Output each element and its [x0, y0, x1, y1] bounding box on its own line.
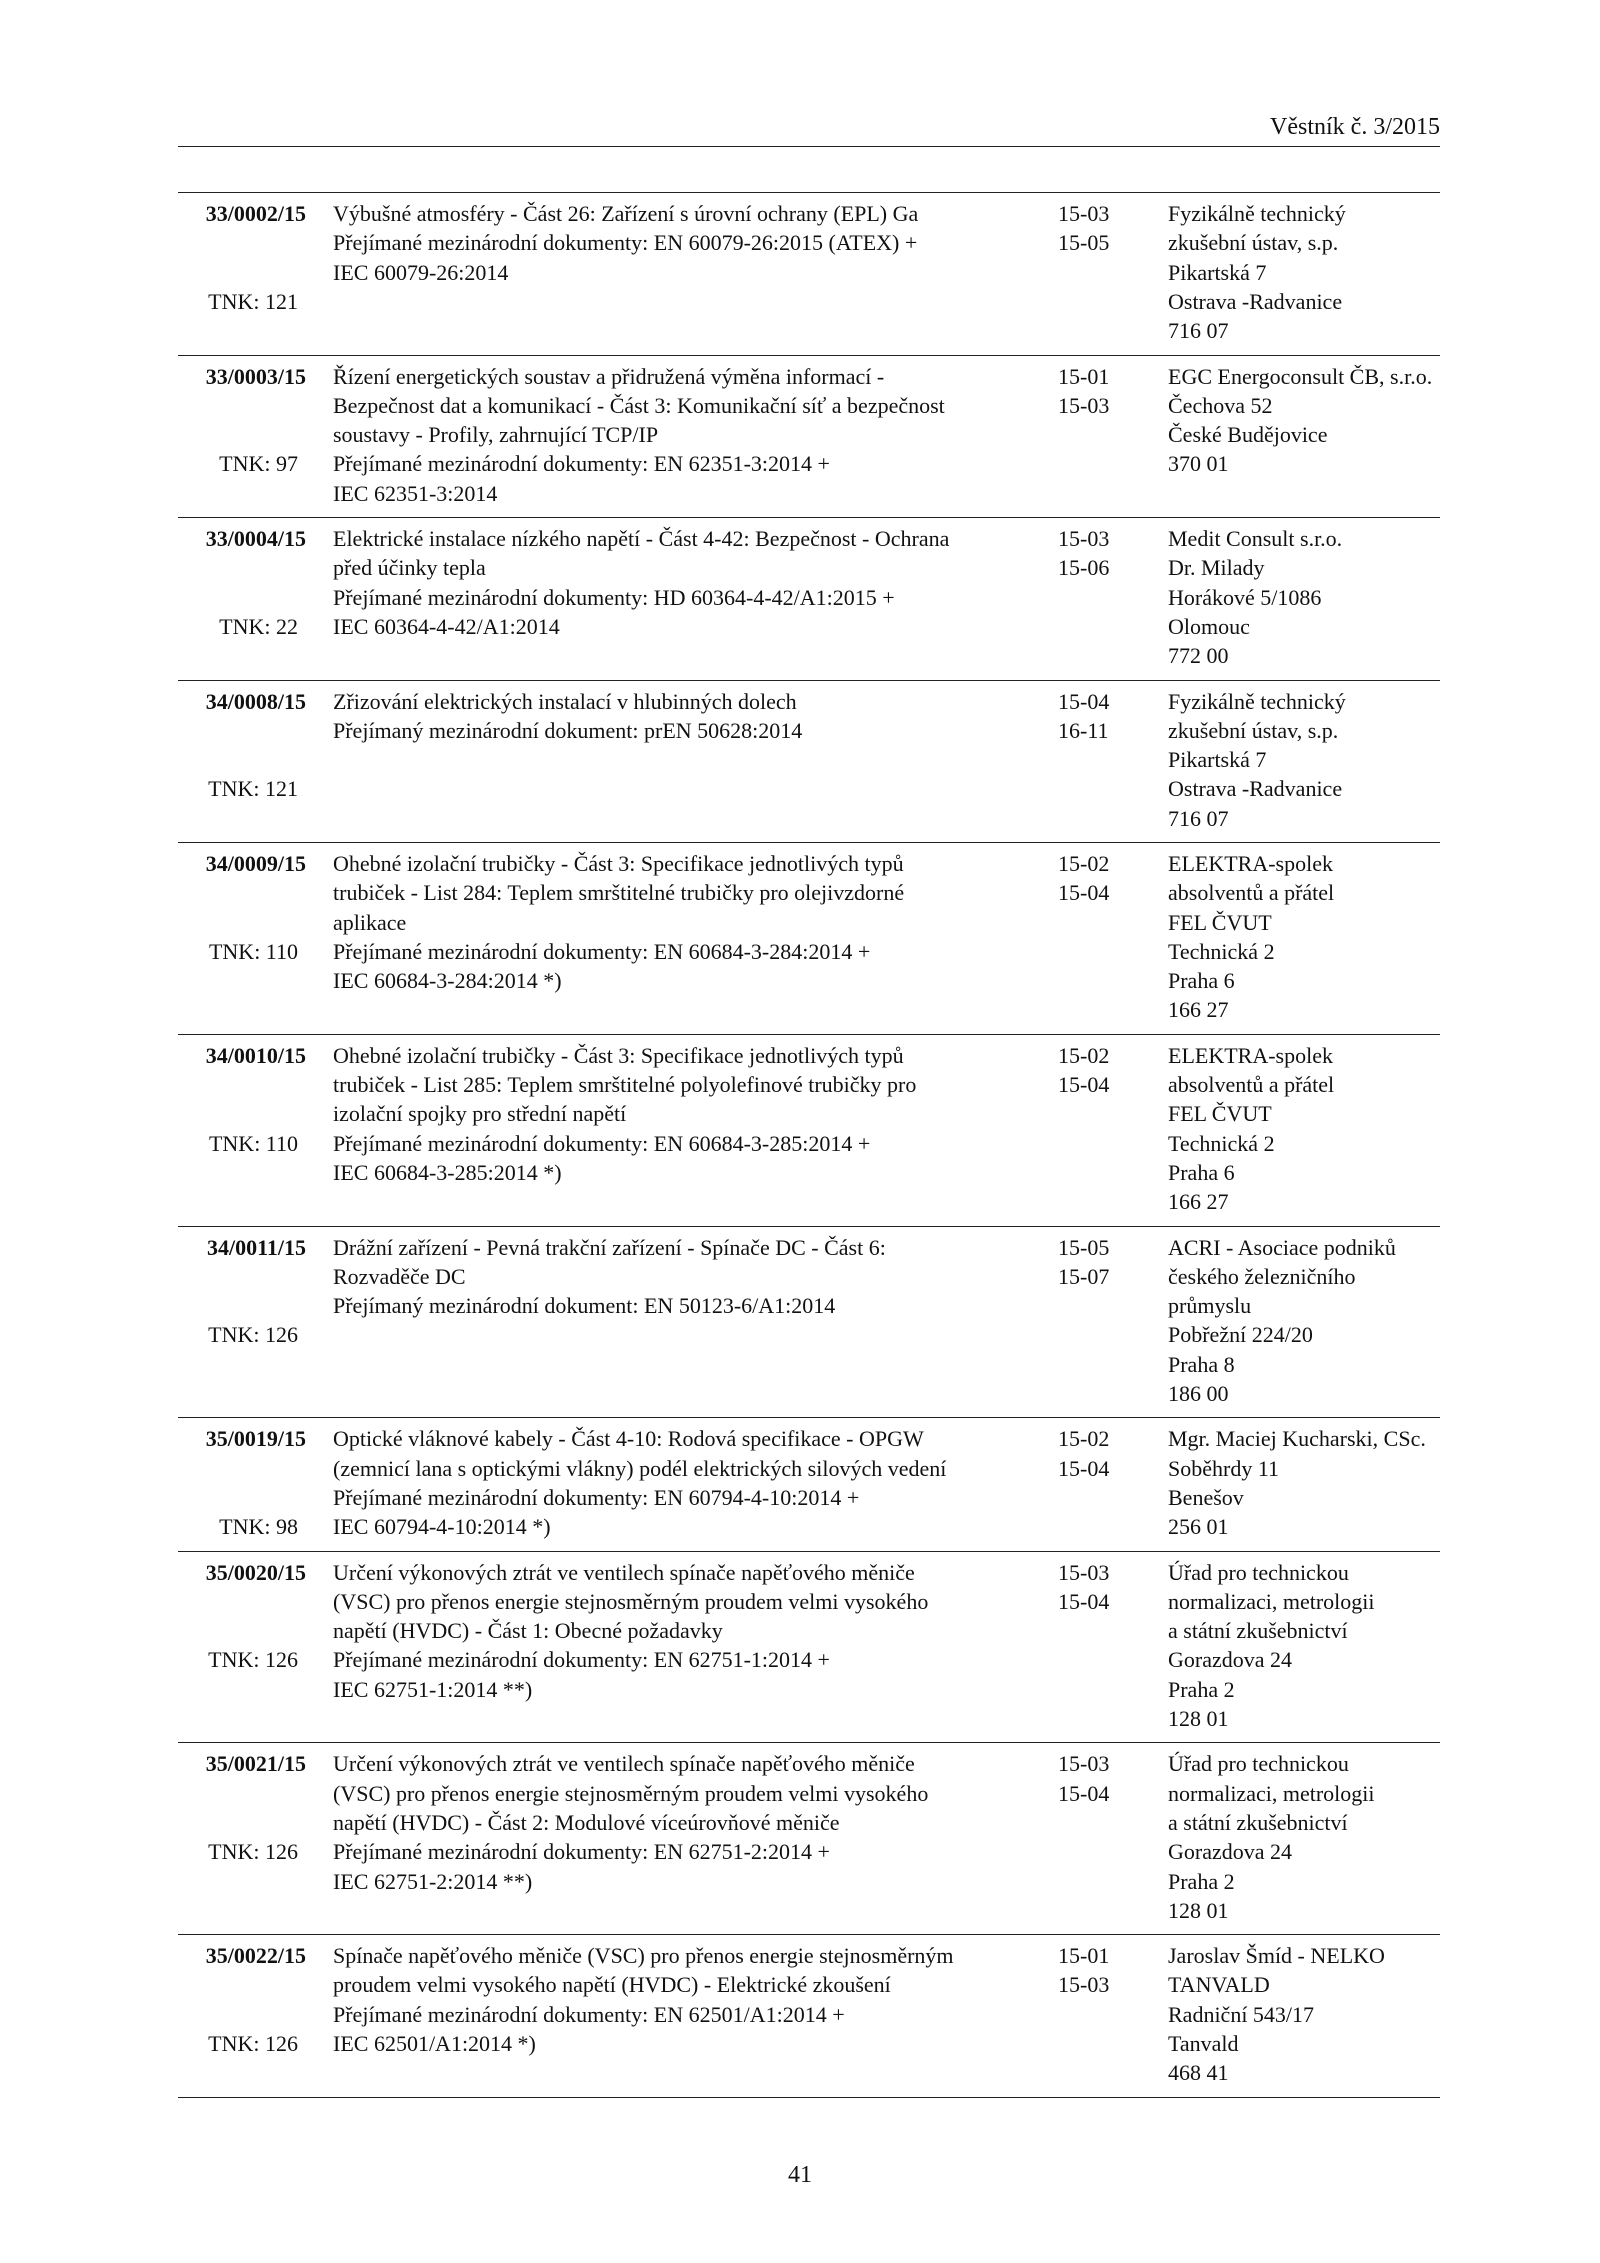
organization-address-line: zkušební ústav, s.p.: [1168, 717, 1339, 743]
organization-address-line: ELEKTRA-spolek: [1168, 1042, 1333, 1068]
organization-address-line: absolventů a přátel: [1168, 1072, 1335, 1098]
standard-number: 35/0021/15: [205, 1751, 306, 1777]
dates-column-line: 15-03: [1058, 392, 1110, 418]
standard-title: [333, 1041, 1003, 1187]
organization-address-line: Benešov: [1168, 1484, 1244, 1510]
standard-title-line: Rozvaděče DC: [333, 1263, 466, 1289]
standard-title-line: Přejímaný mezinárodní dokument: EN 50123-6/A1:2014: [333, 1293, 836, 1319]
standard-title: [333, 1558, 1003, 1704]
organization-address-line: Pikartská 7: [1168, 747, 1267, 773]
dates-column-line: 15-01: [1058, 1943, 1110, 1969]
organization-address-line: 186 00: [1168, 1381, 1229, 1407]
dates-column: [1058, 524, 1138, 583]
dates-column-line: 15-02: [1058, 1426, 1110, 1452]
organization-address-line: 716 07: [1168, 318, 1229, 344]
organization-address-line: 370 01: [1168, 451, 1229, 477]
tnk-number: TNK: 126: [208, 1647, 298, 1673]
standard-title: [333, 1941, 1003, 2058]
standard-title-line: Přejímané mezinárodní dokumenty: EN 62751-1:2014 +: [333, 1647, 830, 1673]
standard-title-line: Určení výkonových ztrát ve ventilech spínače napěťového měniče: [333, 1751, 915, 1777]
standard-number: 34/0010/15: [205, 1042, 306, 1068]
organization-address-line: normalizaci, metrologii: [1168, 1588, 1375, 1614]
organization-address-line: Praha 8: [1168, 1351, 1235, 1377]
organization-address: [1168, 1041, 1443, 1217]
standard-title-line: trubiček - List 285: Teplem smrštitelné polyolefinové trubičky pro: [333, 1072, 917, 1098]
standard-title: [333, 687, 1003, 746]
tnk-number: TNK: 121: [208, 776, 298, 802]
standard-title: [333, 1749, 1003, 1895]
organization-address-line: ELEKTRA-spolek: [1168, 851, 1333, 876]
table-row: [178, 1743, 1440, 1935]
dates-column-line: 15-03: [1058, 1751, 1110, 1777]
organization-address: [1168, 1424, 1443, 1541]
standard-title-line: Přejímané mezinárodní dokumenty: EN 60079-26:2015 (ATEX) +: [333, 230, 918, 256]
standard-title-line: IEC 62351-3:2014: [333, 480, 498, 506]
standard-number: 33/0004/15: [205, 526, 306, 551]
standard-number: 33/0002/15: [205, 201, 306, 226]
table-row: [178, 193, 1440, 356]
dates-column: [1058, 1749, 1138, 1808]
organization-address-line: Praha 6: [1168, 1159, 1235, 1185]
standard-number: 33/0003/15: [205, 363, 306, 389]
dates-column-line: 15-02: [1058, 851, 1110, 876]
organization-address: [1168, 1941, 1443, 2087]
dates-column-line: 15-03: [1058, 1559, 1110, 1585]
dates-column: [1058, 362, 1138, 421]
standard-title-line: (zemnicí lana s optickými vlákny) podél elektrických silových vedení: [333, 1455, 947, 1481]
organization-address-line: Horákové 5/1086: [1168, 584, 1322, 610]
dates-column-line: 15-02: [1058, 1042, 1110, 1068]
organization-address: [1168, 1558, 1443, 1734]
organization-address: [1168, 1233, 1443, 1409]
organization-address-line: FEL ČVUT: [1168, 1101, 1272, 1127]
standard-title-line: IEC 62751-2:2014 **): [333, 1868, 533, 1894]
standard-title-line: (VSC) pro přenos energie stejnosměrným proudem velmi vysokého: [333, 1780, 929, 1806]
organization-address-line: TANVALD: [1168, 1972, 1270, 1998]
table-row: [178, 1035, 1440, 1227]
dates-column: [1058, 1233, 1138, 1292]
organization-address-line: Praha 2: [1168, 1676, 1235, 1702]
standard-number: 35/0022/15: [205, 1943, 306, 1969]
standard-number: 34/0008/15: [205, 688, 306, 714]
organization-address-line: 166 27: [1168, 997, 1229, 1023]
dates-column-line: 15-04: [1058, 688, 1110, 714]
dates-column-line: 15-06: [1058, 555, 1110, 581]
dates-column-line: 15-05: [1058, 230, 1110, 256]
standard-title-line: Optické vláknové kabely - Část 4-10: Rodová specifikace - OPGW: [333, 1426, 924, 1452]
dates-column-line: 15-04: [1058, 1072, 1110, 1098]
organization-address-line: normalizaci, metrologii: [1168, 1780, 1375, 1806]
table-row: [178, 1552, 1440, 1744]
organization-address-line: 772 00: [1168, 643, 1229, 669]
organization-address-line: Medit Consult s.r.o.: [1168, 526, 1343, 551]
organization-address: [1168, 849, 1443, 1025]
standard-title-line: napětí (HVDC) - Část 2: Modulové víceúrovňové měniče: [333, 1809, 840, 1835]
standard-title-line: Zřizování elektrických instalací v hlubinných dolech: [333, 688, 797, 714]
organization-address-line: FEL ČVUT: [1168, 909, 1272, 935]
table-row: [178, 843, 1440, 1035]
organization-address-line: Praha 6: [1168, 968, 1235, 994]
table-row: [178, 1418, 1440, 1551]
organization-address-line: českého železničního: [1168, 1263, 1356, 1289]
tnk-number: TNK: 97: [219, 451, 298, 477]
dates-column-line: 15-03: [1058, 201, 1110, 226]
dates-column-line: 15-04: [1058, 1588, 1110, 1614]
standard-title-line: (VSC) pro přenos energie stejnosměrným proudem velmi vysokého: [333, 1588, 929, 1614]
organization-address-line: Radniční 543/17: [1168, 2001, 1315, 2027]
standard-title-line: Přejímaný mezinárodní dokument: prEN 50628:2014: [333, 717, 803, 743]
organization-address: [1168, 1749, 1443, 1925]
tnk-number: TNK: 126: [208, 1322, 298, 1348]
tnk-number: TNK: 126: [208, 2031, 298, 2057]
dates-column-line: 15-07: [1058, 1263, 1110, 1289]
organization-address-line: Technická 2: [1168, 938, 1275, 964]
dates-column-line: 15-01: [1058, 363, 1110, 389]
page-number: 41: [788, 2162, 812, 2188]
standard-title: [333, 1424, 1003, 1541]
standard-title-line: izolační spojky pro střední napětí: [333, 1101, 627, 1127]
organization-address-line: Úřad pro technickou: [1168, 1559, 1349, 1585]
standard-title-line: Elektrické instalace nízkého napětí - Část 4-42: Bezpečnost - Ochrana: [333, 526, 950, 551]
standard-title-line: aplikace: [333, 909, 407, 935]
organization-address: [1168, 199, 1443, 345]
organization-address-line: Jaroslav Šmíd - NELKO: [1168, 1943, 1385, 1969]
tnk-number: TNK: 126: [208, 1839, 298, 1865]
dates-column-line: 15-04: [1058, 1780, 1110, 1806]
organization-address-line: Olomouc: [1168, 613, 1250, 639]
standard-number: 35/0019/15: [205, 1426, 306, 1452]
organization-address-line: a státní zkušebnictví: [1168, 1618, 1348, 1644]
table-row: [178, 681, 1440, 844]
organization-address-line: průmyslu: [1168, 1293, 1252, 1319]
standard-title-line: IEC 60364-4-42/A1:2014: [333, 613, 560, 639]
table-row: [178, 518, 1440, 681]
standard-title-line: IEC 60684-3-284:2014 *): [333, 968, 562, 994]
organization-address-line: EGC Energoconsult ČB, s.r.o.: [1168, 363, 1433, 389]
standard-title: [333, 524, 1003, 641]
organization-address-line: a státní zkušebnictví: [1168, 1809, 1348, 1835]
standard-title-line: Ohebné izolační trubičky - Část 3: Specifikace jednotlivých typů: [333, 1042, 904, 1068]
organization-address-line: Úřad pro technickou: [1168, 1751, 1349, 1777]
dates-column: [1058, 199, 1138, 258]
organization-address-line: Gorazdova 24: [1168, 1647, 1293, 1673]
standard-title-line: trubiček - List 284: Teplem smrštitelné trubičky pro olejivzdorné: [333, 880, 905, 906]
page-header: Věstník č. 3/2015: [1270, 114, 1440, 140]
organization-address-line: Technická 2: [1168, 1130, 1275, 1156]
standard-title-line: před účinky tepla: [333, 555, 486, 581]
standard-title-line: IEC 62751-1:2014 **): [333, 1676, 533, 1702]
standard-title-line: IEC 60684-3-285:2014 *): [333, 1159, 562, 1185]
dates-column-line: 15-04: [1058, 880, 1110, 906]
organization-address-line: Pikartská 7: [1168, 259, 1267, 285]
dates-column: [1058, 1041, 1138, 1100]
organization-address-line: Soběhrdy 11: [1168, 1455, 1280, 1481]
organization-address-line: zkušební ústav, s.p.: [1168, 230, 1339, 256]
table-row: [178, 1935, 1440, 2098]
organization-address-line: Ostrava -Radvanice: [1168, 288, 1343, 314]
dates-column-line: 15-03: [1058, 1972, 1110, 1998]
standard-title-line: Drážní zařízení - Pevná trakční zařízení - Spínače DC - Část 6:: [333, 1234, 886, 1260]
tnk-number: TNK: 110: [208, 1130, 298, 1156]
organization-address: [1168, 687, 1443, 833]
tnk-number: TNK: 98: [219, 1514, 298, 1540]
standard-title-line: Spínače napěťového měniče (VSC) pro přenos energie stejnosměrným: [333, 1943, 954, 1969]
standard-title-line: Přejímané mezinárodní dokumenty: EN 60684-3-284:2014 +: [333, 938, 871, 964]
organization-address-line: Mgr. Maciej Kucharski, CSc.: [1168, 1426, 1426, 1452]
standard-title-line: Bezpečnost dat a komunikací - Část 3: Komunikační síť a bezpečnost: [333, 392, 945, 418]
tnk-number: TNK: 121: [208, 288, 298, 314]
organization-address-line: Čechova 52: [1168, 392, 1273, 418]
dates-column: [1058, 1558, 1138, 1617]
organization-address: [1168, 524, 1443, 670]
organization-address-line: Gorazdova 24: [1168, 1839, 1293, 1865]
table-row: [178, 1227, 1440, 1419]
standard-title-line: IEC 60794-4-10:2014 *): [333, 1514, 551, 1540]
organization-address-line: 166 27: [1168, 1189, 1229, 1215]
organization-address: [1168, 362, 1443, 479]
organization-address-line: České Budějovice: [1168, 422, 1328, 448]
organization-address-line: Ostrava -Radvanice: [1168, 776, 1343, 802]
dates-column: [1058, 687, 1138, 746]
standard-title-line: Přejímané mezinárodní dokumenty: HD 60364-4-42/A1:2015 +: [333, 584, 895, 610]
dates-column-line: 15-04: [1058, 1455, 1110, 1481]
organization-address-line: Fyzikálně technický: [1168, 201, 1346, 226]
standard-title: [333, 849, 1003, 995]
tnk-number: TNK: 110: [208, 938, 298, 964]
standard-title: [333, 199, 1003, 287]
organization-address-line: ACRI - Asociace podniků: [1168, 1234, 1396, 1260]
standard-title-line: Přejímané mezinárodní dokumenty: EN 62501/A1:2014 +: [333, 2001, 845, 2027]
standard-title-line: soustavy - Profily, zahrnující TCP/IP: [333, 422, 659, 448]
organization-address-line: Praha 2: [1168, 1868, 1235, 1894]
standard-title: [333, 362, 1003, 508]
organization-address-line: 256 01: [1168, 1514, 1229, 1540]
organization-address-line: Fyzikálně technický: [1168, 688, 1346, 714]
standard-title-line: IEC 62501/A1:2014 *): [333, 2031, 536, 2057]
standard-title-line: IEC 60079-26:2014: [333, 259, 509, 285]
dates-column-line: 15-03: [1058, 526, 1110, 551]
organization-address-line: absolventů a přátel: [1168, 880, 1335, 906]
standard-title-line: Přejímané mezinárodní dokumenty: EN 60684-3-285:2014 +: [333, 1130, 871, 1156]
organization-address-line: Tanvald: [1168, 2031, 1239, 2057]
dates-column: [1058, 1424, 1138, 1483]
organization-address-line: Pobřežní 224/20: [1168, 1322, 1313, 1348]
standards-table: [178, 192, 1440, 2098]
table-row: [178, 356, 1440, 519]
standard-title-line: Přejímané mezinárodní dokumenty: EN 62751-2:2014 +: [333, 1839, 830, 1865]
organization-address-line: 716 07: [1168, 805, 1229, 831]
standard-number: 34/0009/15: [205, 851, 306, 876]
standard-title-line: Přejímané mezinárodní dokumenty: EN 60794-4-10:2014 +: [333, 1484, 860, 1510]
standard-title-line: napětí (HVDC) - Část 1: Obecné požadavky: [333, 1618, 723, 1644]
standard-title-line: Určení výkonových ztrát ve ventilech spínače napěťového měniče: [333, 1559, 915, 1585]
standard-number: 35/0020/15: [205, 1559, 306, 1585]
standard-title-line: Výbušné atmosféry - Část 26: Zařízení s úrovní ochrany (EPL) Ga: [333, 201, 919, 226]
organization-address-line: 128 01: [1168, 1706, 1229, 1732]
organization-address-line: 128 01: [1168, 1897, 1229, 1923]
standard-number: 34/0011/15: [206, 1234, 306, 1260]
standard-title-line: Řízení energetických soustav a přidružená výměna informací -: [333, 363, 885, 389]
tnk-number: TNK: 22: [219, 613, 298, 639]
standard-title: [333, 1233, 1003, 1321]
dates-column-line: 15-05: [1058, 1234, 1110, 1260]
organization-address-line: Dr. Milady: [1168, 555, 1265, 581]
standard-title-line: Přejímané mezinárodní dokumenty: EN 62351-3:2014 +: [333, 451, 830, 477]
dates-column-line: 16-11: [1058, 717, 1109, 743]
dates-column: [1058, 1941, 1138, 2000]
standard-title-line: proudem velmi vysokého napětí (HVDC) - Elektrické zkoušení: [333, 1972, 891, 1998]
header-divider: [178, 146, 1440, 147]
organization-address-line: 468 41: [1168, 2060, 1229, 2086]
standard-title-line: Ohebné izolační trubičky - Část 3: Specifikace jednotlivých typů: [333, 851, 904, 876]
dates-column: [1058, 849, 1138, 908]
